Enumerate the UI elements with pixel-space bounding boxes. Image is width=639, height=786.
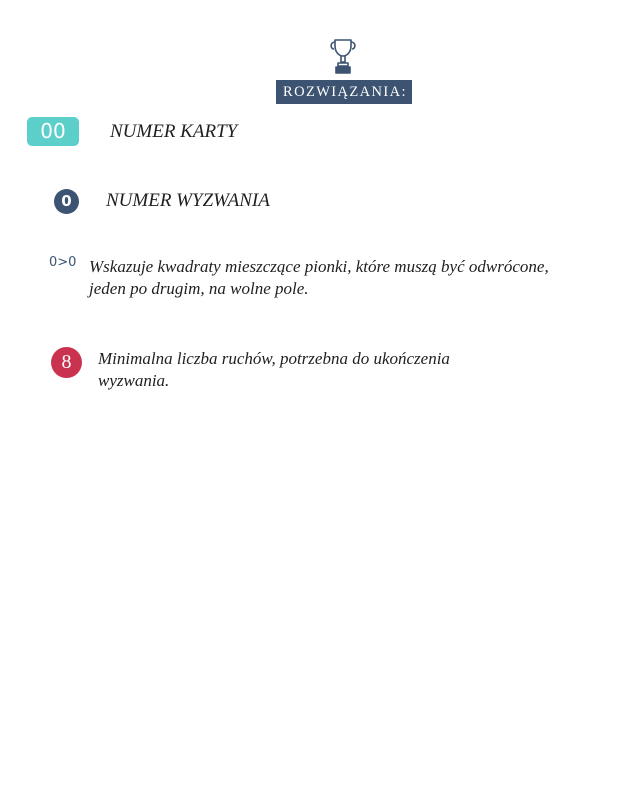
trophy-icon xyxy=(329,38,357,74)
card-number-label: NUMER KARTY xyxy=(110,121,238,142)
challenge-number-label: NUMER WYZWANIA xyxy=(106,190,270,211)
challenge-number-badge: 0 xyxy=(54,189,79,214)
move-sequence-line-1: Wskazuje kwadraty mieszczące pionki, które muszą być odwrócone, xyxy=(89,257,549,276)
min-moves-line-2: wyzwania. xyxy=(98,371,170,390)
card-number-badge: 00 xyxy=(27,117,79,146)
min-moves-line-1: Minimalna liczba ruchów, potrzebna do ukończenia xyxy=(98,349,450,368)
move-sequence-icon: 0>0 xyxy=(49,255,77,270)
solutions-title: ROZWIĄZANIA: xyxy=(276,80,412,104)
min-moves-description xyxy=(98,348,450,392)
move-sequence-description xyxy=(89,256,549,300)
min-moves-badge: 8 xyxy=(51,347,82,378)
move-sequence-line-2: jeden po drugim, na wolne pole. xyxy=(89,279,309,298)
